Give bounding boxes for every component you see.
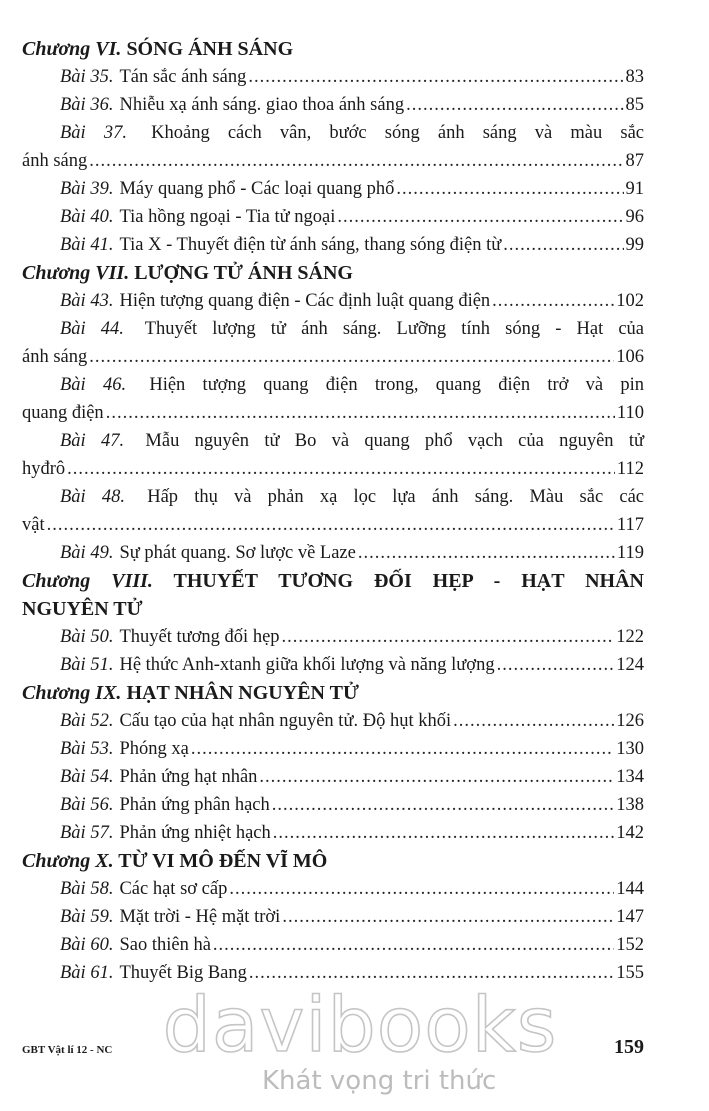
page-number: 102 xyxy=(616,291,644,311)
lesson-label: Bài 39. xyxy=(60,179,114,199)
chapter-label: Chương IX. xyxy=(22,682,122,704)
lesson-title: Phản ứng nhiệt hạch xyxy=(119,823,271,843)
chapter-title: HẠT NHÂN NGUYÊN TỬ xyxy=(126,682,359,704)
lesson-label: Bài 61. xyxy=(60,963,114,983)
page-number: 147 xyxy=(616,907,644,927)
page-number: 142 xyxy=(616,823,644,843)
page-number: 110 xyxy=(616,403,644,423)
toc-entry xyxy=(22,735,644,763)
dot-leader xyxy=(67,455,615,483)
lesson-title-line2: quang điện xyxy=(22,403,104,423)
lesson-label: Bài 56. xyxy=(60,795,114,815)
page-footer xyxy=(22,1036,644,1066)
page-number: 130 xyxy=(616,739,644,759)
dot-leader xyxy=(191,735,614,763)
page-number: 117 xyxy=(616,515,644,535)
lesson-title: Các hạt sơ cấp xyxy=(119,879,228,899)
chapter-label: Chương VII. xyxy=(22,262,130,284)
toc-entry xyxy=(22,63,644,91)
dot-leader xyxy=(358,539,615,567)
lesson-title: Nhiễu xạ ánh sáng. giao thoa ánh sáng xyxy=(119,95,405,115)
page-number: 87 xyxy=(625,151,644,171)
chapter-heading xyxy=(22,259,644,287)
toc-entry xyxy=(22,931,644,959)
chapter-label: Chương X. xyxy=(22,850,114,872)
page-number: 152 xyxy=(616,935,644,955)
page-number: 99 xyxy=(625,235,644,255)
lesson-title-line1: Khoảng cách vân, bước sóng ánh sáng và màu sắc xyxy=(151,123,644,143)
lesson-title: Sự phát quang. Sơ lược về Laze xyxy=(119,543,356,563)
lesson-label: Bài 37. xyxy=(60,123,127,143)
dot-leader xyxy=(89,147,623,175)
table-of-contents xyxy=(22,35,644,987)
lesson-label: Bài 57. xyxy=(60,823,114,843)
toc-entry xyxy=(22,707,644,735)
chapter-title-line1: THUYẾT TƯƠNG ĐỐI HẸP - HẠT NHÂN xyxy=(173,570,645,592)
lesson-label: Bài 43. xyxy=(60,291,114,311)
chapter-title: LƯỢNG TỬ ÁNH SÁNG xyxy=(134,262,353,284)
toc-entry xyxy=(22,231,644,259)
toc-entry xyxy=(22,175,644,203)
page-number: 91 xyxy=(625,179,644,199)
chapter-title: SÓNG ÁNH SÁNG xyxy=(126,38,294,60)
lesson-title: Hệ thức Anh-xtanh giữa khối lượng và năng lượng xyxy=(119,655,495,675)
dot-leader xyxy=(229,875,614,903)
chapter-heading xyxy=(22,567,644,623)
chapter-heading xyxy=(22,847,644,875)
lesson-label: Bài 44. xyxy=(60,319,124,339)
lesson-label: Bài 41. xyxy=(60,235,114,255)
dot-leader xyxy=(396,175,623,203)
lesson-label: Bài 53. xyxy=(60,739,114,759)
page-number: 122 xyxy=(616,627,644,647)
page-number: 119 xyxy=(616,543,644,563)
lesson-title: Tia X - Thuyết điện từ ánh sáng, thang sóng điện từ xyxy=(119,235,502,255)
toc-entry xyxy=(22,483,644,539)
page-number: 144 xyxy=(616,879,644,899)
lesson-title-line1: Thuyết lượng tử ánh sáng. Lưỡng tính sóng - Hạt của xyxy=(144,319,644,339)
toc-entry xyxy=(22,371,644,427)
lesson-title: Phóng xạ xyxy=(119,739,189,759)
lesson-title: Phản ứng hạt nhân xyxy=(119,767,258,787)
watermark-brand: davibooks xyxy=(162,980,558,1069)
page-number: 96 xyxy=(625,207,644,227)
page-number: 126 xyxy=(616,711,644,731)
chapter-label: Chương VI. xyxy=(22,38,122,60)
lesson-label: Bài 48. xyxy=(60,487,126,507)
page-number: 124 xyxy=(616,655,644,675)
page-number: 106 xyxy=(616,347,644,367)
lesson-label: Bài 52. xyxy=(60,711,114,731)
lesson-label: Bài 36. xyxy=(60,95,114,115)
lesson-title: Máy quang phổ - Các loại quang phổ xyxy=(119,179,395,199)
page-number: 138 xyxy=(616,795,644,815)
dot-leader xyxy=(259,763,614,791)
lesson-label: Bài 54. xyxy=(60,767,114,787)
page-number: 112 xyxy=(616,459,644,479)
chapter-heading xyxy=(22,35,644,63)
lesson-title: Hiện tượng quang điện - Các định luật quang điện xyxy=(119,291,491,311)
footer-page-number: 159 xyxy=(614,1036,644,1058)
page-number: 83 xyxy=(625,67,644,87)
lesson-label: Bài 59. xyxy=(60,907,114,927)
dot-leader xyxy=(106,399,615,427)
dot-leader xyxy=(282,903,614,931)
dot-leader xyxy=(272,791,615,819)
chapter-heading xyxy=(22,679,644,707)
lesson-label: Bài 40. xyxy=(60,207,114,227)
toc-entry xyxy=(22,791,644,819)
book-code: GBT Vật lí 12 - NC xyxy=(22,1044,113,1056)
dot-leader xyxy=(337,203,623,231)
lesson-title-line2: hyđrô xyxy=(22,459,66,479)
watermark-slogan: Khát vọng tri thức xyxy=(262,1066,497,1096)
dot-leader xyxy=(503,231,623,259)
toc-entry xyxy=(22,119,644,175)
dot-leader xyxy=(47,511,615,539)
toc-entry xyxy=(22,651,644,679)
lesson-title: Mặt trời - Hệ mặt trời xyxy=(119,907,281,927)
dot-leader xyxy=(453,707,614,735)
dot-leader xyxy=(282,623,615,651)
dot-leader xyxy=(497,651,615,679)
lesson-title: Phản ứng phân hạch xyxy=(119,795,270,815)
lesson-label: Bài 49. xyxy=(60,543,114,563)
toc-entry xyxy=(22,315,644,371)
dot-leader xyxy=(492,287,614,315)
lesson-title: Cấu tạo của hạt nhân nguyên tử. Độ hụt khối xyxy=(119,711,452,731)
lesson-label: Bài 35. xyxy=(60,67,114,87)
chapter-title: TỪ VI MÔ ĐẾN VĨ MÔ xyxy=(118,850,328,872)
lesson-label: Bài 60. xyxy=(60,935,114,955)
chapter-title-line2: NGUYÊN TỬ xyxy=(22,598,143,620)
toc-entry xyxy=(22,91,644,119)
toc-entry xyxy=(22,623,644,651)
toc-entry xyxy=(22,539,644,567)
lesson-title: Sao thiên hà xyxy=(119,935,211,955)
chapter-label: Chương VIII. xyxy=(22,570,153,592)
toc-entry xyxy=(22,763,644,791)
lesson-title-line1: Hiện tượng quang điện trong, quang điện trở và pin xyxy=(149,375,645,395)
toc-entry xyxy=(22,287,644,315)
lesson-label: Bài 51. xyxy=(60,655,114,675)
lesson-title-line2: ánh sáng xyxy=(22,151,88,171)
lesson-title: Thuyết Big Bang xyxy=(119,963,247,983)
lesson-label: Bài 46. xyxy=(60,375,127,395)
lesson-title: Thuyết tương đối hẹp xyxy=(119,627,280,647)
lesson-title-line2: vật xyxy=(22,515,45,535)
dot-leader xyxy=(406,91,623,119)
lesson-title: Tia hồng ngoại - Tia tử ngoại xyxy=(119,207,336,227)
toc-entry xyxy=(22,203,644,231)
dot-leader xyxy=(248,63,623,91)
lesson-label: Bài 47. xyxy=(60,431,125,451)
lesson-label: Bài 58. xyxy=(60,879,114,899)
lesson-title-line1: Mẫu nguyên tử Bo và quang phổ vạch của nguyên tử xyxy=(145,431,645,451)
lesson-title: Tán sắc ánh sáng xyxy=(119,67,247,87)
dot-leader xyxy=(213,931,614,959)
dot-leader xyxy=(89,343,614,371)
lesson-title-line1: Hấp thụ và phản xạ lọc lựa ánh sáng. Màu sắc các xyxy=(147,487,644,507)
toc-entry xyxy=(22,427,644,483)
lesson-title-line2: ánh sáng xyxy=(22,347,88,367)
page-number: 85 xyxy=(625,95,644,115)
toc-entry xyxy=(22,819,644,847)
lesson-label: Bài 50. xyxy=(60,627,114,647)
page-number: 155 xyxy=(616,963,644,983)
page-number: 134 xyxy=(616,767,644,787)
toc-entry xyxy=(22,903,644,931)
toc-entry xyxy=(22,875,644,903)
dot-leader xyxy=(273,819,614,847)
